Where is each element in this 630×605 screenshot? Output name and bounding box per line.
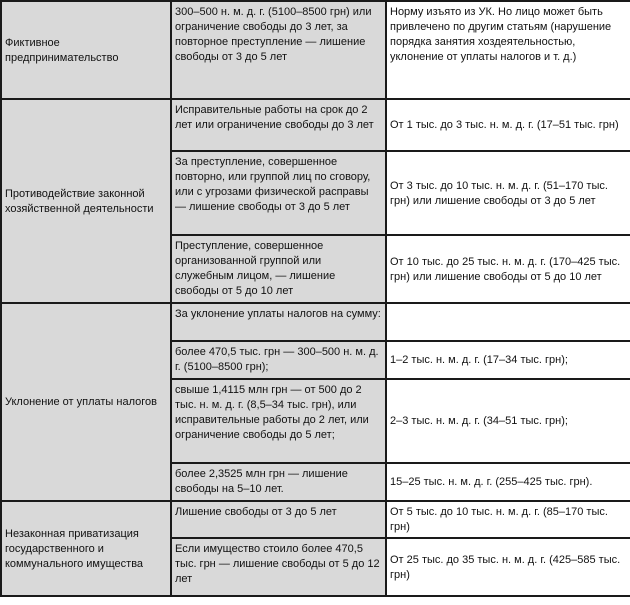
punishment-text: Если имущество стоило более 470,5 тыс. грн — лишение свободы от 5 до 12 лет	[175, 543, 380, 585]
liability-cell	[386, 99, 630, 151]
offense-name: Незаконная приватизация государственного и коммунального имущества	[5, 527, 144, 570]
offense-name: Противодействие законной хозяйственной деятельности	[5, 187, 154, 215]
punishment-text: Лишение свободы от 3 до 5 лет	[175, 506, 337, 518]
offense-name: Фиктивное предпринимательство	[5, 36, 119, 64]
punishment-text: Преступление, совершенное организованной группой или служебным лицом, — лишение свободы от 5 до 10 лет	[175, 240, 336, 297]
punishment-cell	[171, 463, 386, 501]
punishment-cell	[171, 1, 386, 99]
offense-name-cell	[1, 99, 171, 303]
liability-cell	[386, 235, 630, 303]
punishment-cell	[171, 303, 386, 341]
punishment-text: За преступление, совершенное повторно, или группой лиц по сговору, или с угрозами физической расправы — лишение свободы от 3 до 5 лет	[175, 156, 371, 213]
liability-cell	[386, 501, 630, 538]
offense-name-cell	[1, 1, 171, 99]
liability-text: От 5 тыс. до 10 тыс. н. м. д. г. (85–170 тыс. грн)	[390, 506, 608, 533]
punishment-cell	[171, 341, 386, 379]
punishment-text: более 470,5 тыс. грн — 300–500 н. м. д. г. (5100–8500 грн);	[175, 346, 379, 373]
punishment-cell	[171, 501, 386, 538]
liability-cell	[386, 303, 630, 341]
punishment-text: За уклонение уплаты налогов на сумму:	[175, 308, 381, 320]
offense-name-cell	[1, 501, 171, 596]
liability-text: 2–3 тыс. н. м. д. г. (34–51 тыс. грн);	[390, 415, 568, 427]
liability-text: От 25 тыс. до 35 тыс. н. м. д. г. (425–585 тыс. грн)	[390, 553, 621, 581]
liability-text: 1–2 тыс. н. м. д. г. (17–34 тыс. грн);	[390, 354, 568, 366]
offense-name-cell	[1, 303, 171, 501]
liability-cell	[386, 379, 630, 463]
punishment-cell	[171, 538, 386, 596]
liability-cell	[386, 341, 630, 379]
table-row	[1, 99, 630, 151]
liability-cell	[386, 1, 630, 99]
punishment-text: более 2,3525 млн грн — лишение свободы на 5–10 лет.	[175, 468, 348, 495]
liability-cell	[386, 463, 630, 501]
punishment-cell	[171, 99, 386, 151]
table-row	[1, 1, 630, 99]
liability-text: От 10 тыс. до 25 тыс. н. м. д. г. (170–425 тыс. грн) или лишение свободы от 5 до 10 лет	[390, 255, 621, 283]
punishment-cell	[171, 151, 386, 235]
punishment-cell	[171, 379, 386, 463]
punishment-text: 300–500 н. м. д. г. (5100–8500 грн) или ограничение свободы до 3 лет, за повторное преступление — лишение свободы от 3 до 5 лет	[175, 6, 372, 63]
punishment-cell	[171, 235, 386, 303]
table-row	[1, 501, 630, 538]
liability-cell	[386, 538, 630, 596]
punishment-text: свыше 1,4115 млн грн — от 500 до 2 тыс. н. м. д. г. (8,5–34 тыс. грн), или исправительные работы до 2 лет, или ограничение свободы до 5 лет;	[175, 384, 369, 441]
liability-text: Норму изъято из УК. Но лицо может быть привлечено по другим статьям (нарушение порядка занятия хоздеятельностью, уклонение от уплаты налогов и т. д.)	[390, 6, 612, 63]
liability-text: От 1 тыс. до 3 тыс. н. м. д. г. (17–51 тыс. грн)	[390, 119, 619, 131]
liability-cell	[386, 151, 630, 235]
offense-name: Уклонение от уплаты налогов	[5, 396, 157, 408]
punishment-text: Исправительные работы на срок до 2 лет или ограничение свободы до 3 лет	[175, 104, 374, 131]
table-row	[1, 303, 630, 341]
liability-text: 15–25 тыс. н. м. д. г. (255–425 тыс. грн).	[390, 476, 593, 488]
liability-text: От 3 тыс. до 10 тыс. н. м. д. г. (51–170 тыс. грн) или лишение свободы от 3 до 5 лет	[390, 179, 608, 207]
